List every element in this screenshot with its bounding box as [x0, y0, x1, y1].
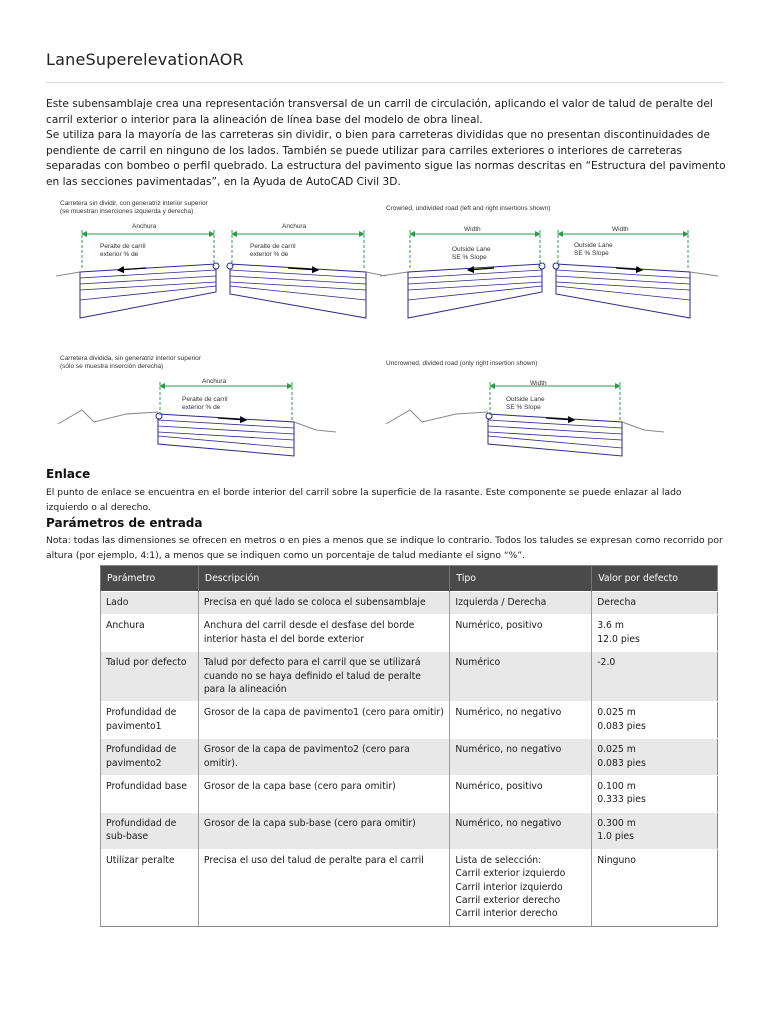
table-header-row — [101, 566, 718, 592]
table-row — [101, 812, 718, 849]
fig1-width-left-label: Anchura — [132, 223, 157, 230]
desc-cell: Anchura del carril desde el desfase del borde interior hasta el del borde exterior — [198, 615, 450, 652]
fig1-slope-right-label: Peralte de carril exterior % de — [250, 243, 296, 258]
header-parametro: Parámetro — [101, 566, 199, 592]
enlace-text: El punto de enlace se encuentra en el borde interior del carril sobre la superficie de la rasante. Este componente se puede enlazar al lado izquierdo o al derecho. — [46, 487, 682, 513]
type-cell: Numérico, no negativo — [450, 812, 592, 849]
default-cell: 3.6 m 12.0 pies — [592, 615, 718, 652]
header-valor: Valor por defecto — [592, 566, 718, 592]
param-cell: Lado — [101, 592, 199, 615]
params-table — [100, 565, 718, 927]
default-cell: 0.025 m 0.083 pies — [592, 739, 718, 776]
fig2-slope-right-label: Outside Lane SE % Slope — [574, 242, 613, 257]
param-cell: Anchura — [101, 615, 199, 652]
desc-cell: Grosor de la capa base (cero para omitir) — [198, 776, 450, 813]
param-cell: Profundidad base — [101, 776, 199, 813]
params-heading: Parámetros de entrada — [46, 516, 203, 530]
fig2-diagram — [380, 230, 718, 318]
type-cell: Numérico — [450, 652, 592, 702]
desc-cell: Grosor de la capa de pavimento2 (cero para omitir). — [198, 739, 450, 776]
fig2-width-left-label: Width — [464, 226, 481, 233]
type-cell: Numérico, positivo — [450, 615, 592, 652]
desc-cell: Precisa en qué lado se coloca el subensamblaje — [198, 592, 450, 615]
table-row — [101, 702, 718, 739]
fig3-caption: Carretera dividida, sin generatriz interior superior (sólo se muestra inserción derecha) — [60, 355, 201, 370]
fig1-slope-left-label: Peralte de carril exterior % de — [100, 243, 146, 258]
type-cell: Numérico, no negativo — [450, 739, 592, 776]
default-cell: Derecha — [592, 592, 718, 615]
default-cell: 0.025 m 0.083 pies — [592, 702, 718, 739]
desc-cell: Precisa el uso del talud de peralte para el carril — [198, 849, 450, 926]
table-row — [101, 739, 718, 776]
fig1-width-right-label: Anchura — [282, 223, 307, 230]
fig4-slope-label: Outside Lane SE % Slope — [506, 396, 545, 411]
cross-section-diagrams — [46, 200, 726, 458]
intro-paragraph-1: Este subensamblaje crea una representación transversal de un carril de circulación, aplicando el valor de talud de peralte del carril exterior o interior para la alineación de línea base del modelo de obra lineal. — [46, 98, 713, 126]
title-divider — [46, 82, 724, 83]
params-note: Nota: todas las dimensiones se ofrecen en metros o en pies a menos que se indique lo contrario. Todos los taludes se expresan como recorrido por altura (por ejemplo, 4:1), a menos que se indiquen como un porcentaje de talud mediante el signo “%”. — [46, 535, 723, 561]
param-cell: Profundidad de pavimento2 — [101, 739, 199, 776]
type-cell: Izquierda / Derecha — [450, 592, 592, 615]
fig4-caption: Uncrowned, divided road (only right insertion shown) — [386, 360, 538, 367]
param-cell: Utilizar peralte — [101, 849, 199, 926]
fig4-diagram — [386, 382, 664, 456]
param-cell: Profundidad de sub-base — [101, 812, 199, 849]
fig2-slope-left-label: Outside Lane SE % Slope — [452, 246, 491, 261]
desc-cell: Talud por defecto para el carril que se utilizará cuando no se haya definido el talud de peralte para la alineación — [198, 652, 450, 702]
desc-cell: Grosor de la capa sub-base (cero para omitir) — [198, 812, 450, 849]
type-cell: Lista de selección: Carril exterior izquierdo Carril interior izquierdo Carril exterior derecho Carril interior derecho — [450, 849, 592, 926]
intro-paragraph-2: Se utiliza para la mayoría de las carreteras sin dividir, o bien para carreteras divididas que no presentan discontinuidades de pendiente de carril en ninguno de los lados. También se puede utilizar para carriles exteriores o interiores de carreteras separadas con bombeo o perfil quebrado. La estructura del pavimento sigue las normas descritas en “Estructura del pavimento en las secciones pavimentadas”, en la Ayuda de AutoCAD Civil 3D. — [46, 129, 726, 188]
table-row — [101, 652, 718, 702]
header-tipo: Tipo — [450, 566, 592, 592]
desc-cell: Grosor de la capa de pavimento1 (cero para omitir) — [198, 702, 450, 739]
fig3-slope-label: Peralte de carril exterior % de — [182, 396, 228, 411]
fig3-diagram — [58, 382, 336, 456]
fig3-width-label: Anchura — [202, 378, 227, 385]
default-cell: -2.0 — [592, 652, 718, 702]
fig1-caption: Carretera sin dividir, con generatriz interior superior (se muestran inserciones izquierda y derecha) — [60, 200, 208, 215]
table-row — [101, 592, 718, 615]
default-cell: 0.100 m 0.333 pies — [592, 776, 718, 813]
fig2-caption: Crowned, undivided road (left and right insertions shown) — [386, 205, 551, 212]
page-title: LaneSuperelevationAOR — [46, 50, 244, 69]
enlace-heading: Enlace — [46, 467, 91, 481]
fig4-width-label: Width — [530, 380, 547, 387]
diagram-area — [46, 200, 726, 458]
table-row — [101, 615, 718, 652]
default-cell: Ninguno — [592, 849, 718, 926]
table-row — [101, 849, 718, 926]
type-cell: Numérico, positivo — [450, 776, 592, 813]
table-row — [101, 776, 718, 813]
fig2-width-right-label: Width — [612, 226, 629, 233]
default-cell: 0.300 m 1.0 pies — [592, 812, 718, 849]
param-cell: Talud por defecto — [101, 652, 199, 702]
intro-text — [46, 97, 726, 191]
type-cell: Numérico, no negativo — [450, 702, 592, 739]
param-cell: Profundidad de pavimento1 — [101, 702, 199, 739]
header-descripcion: Descripción — [198, 566, 450, 592]
